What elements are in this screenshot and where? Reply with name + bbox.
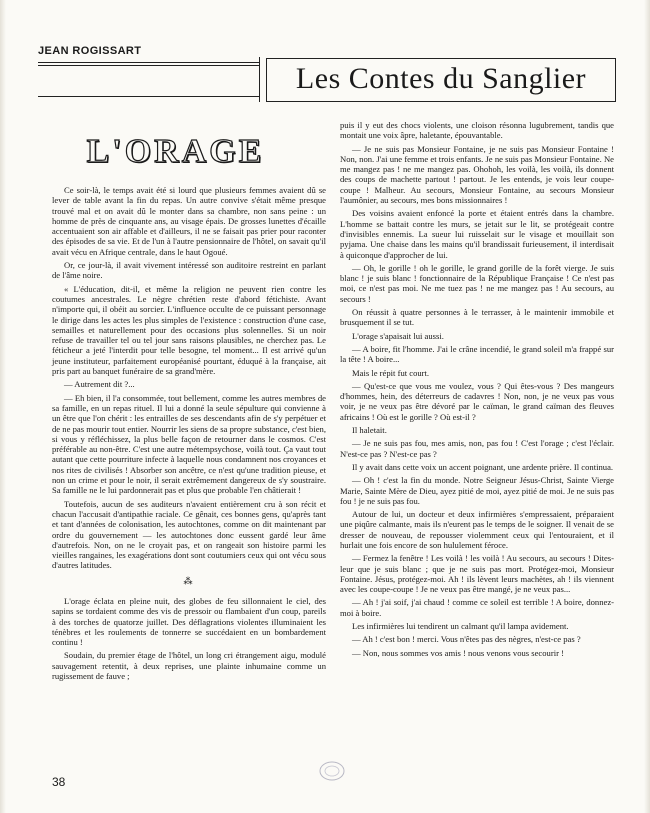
section-separator: ⁂ (183, 575, 195, 586)
author-name: JEAN ROGISSART (38, 45, 142, 57)
paragraph: Or, ce jour-là, il avait vivement intéressé son auditoire restreint en parlant de l'âme noire. (52, 260, 326, 281)
paragraph: On réussit à quatre personnes à le terrasser, à le maintenir immobile et brusquement il se tut. (340, 307, 614, 328)
paragraph: — Eh bien, il l'a consommée, tout bellement, comme les autres membres de sa famille, en un repas rituel. Il lui a donné la seule sépulture qui convienne à un être que l'on chérit : les entrailles de ses descendants afin de s'y perpétuer et de ne pas mourir tout entier. Nourrir les siens de sa propre substance, c'est bien, si vous y réfléchissez, la plus belle façon de retourner dans le cosmos. C'est préférable au non-être. C'est une autre métempsychose, voilà tout. Ça vaut tout autant que cette pourriture infecte à laquelle nous condamnent nos croyances et nos rites de civilisés ! Absorber son ancêtre, ce n'est qu'une tradition pieuse, et non un crime et pour le noir, il serait extrêmement dangereux de s'y soustraire. Sa famille ne le lui pardonnerait pas et plus que probable l'en châtierait ! (52, 392, 326, 496)
left-column (52, 185, 326, 684)
paragraph: Mais le répit fut court. (352, 367, 430, 378)
page-number: 38 (52, 775, 66, 789)
paragraph: Ce soir-là, le temps avait été si lourd que plusieurs femmes avaient dû se lever de table avant la fin du repas. Un autre convive s'était même presque trouvé mal et on avait dû le monter dans sa chambre, non sans peine : un homme de près de cinquante ans, au visage épais. De grosses lunettes d'écaille accentuaient son air affable et d'ailleurs, il ne se faisait pas prier pour raconter des épisodes de sa vie. Et de l'un à l'autre pensionnaire de l'hôtel, on savait qu'il avait vécu en Afrique centrale, dans le haut Ogoué. (52, 185, 326, 257)
paragraph: puis il y eut des chocs violents, une cloison résonna lugubrement, tandis que montait une voix âpre, haletante, épouvantable. (340, 120, 614, 141)
header-divider (259, 57, 260, 102)
paragraph: Il y avait dans cette voix un accent poignant, une ardente prière. Il continua. (352, 461, 614, 472)
paragraph: — Oh, le gorille ! oh le gorille, le grand gorille de la forêt vierge. Je suis blanc ! je suis blanc ! fonctionnaire de la République Française ! Ce n'est pas moi, ce n'est pas moi. Ne me tuez pas ! ne me mangez pas ! Au secours, au secours ! (340, 262, 614, 304)
paragraph: — Ah ! j'ai soif, j'ai chaud ! comme ce soleil est terrible ! A boire, donnez-moi à boire. (340, 597, 614, 618)
page-edge-left (0, 0, 6, 813)
story-title: L'ORAGE (86, 133, 265, 170)
paragraph: — Ah ! c'est bon ! merci. Vous n'êtes pas des nègres, n'est-ce pas ? (352, 634, 581, 645)
paragraph: — Fermez la fenêtre ! Les voilà ! les voilà ! Au secours, au secours ! Dites-leur que je suis blanc ; que je ne suis pas mort. Protégez-moi, Monsieur Fontaine. Jésus, protégez-moi. Ah ! ils lèvent leurs machètes, ah ! ils viennent avec les coupe-coupe ! Je ne veux pas être mangé, je ne veux pas... (340, 553, 614, 595)
paragraph: L'orage éclata en pleine nuit, des globes de feu sillonnaient le ciel, des sapins se tordaient comme des vis de pressoir ou flambaient d'un coup, pareils à des torches de quatorze juillet. Des déflagrations violentes illuminaient les ténèbres et les roulements de tonnerre se succédaient en un bombardement continu ! (52, 595, 326, 648)
header-rule (38, 65, 260, 66)
header-rule (38, 62, 260, 63)
paragraph: — Autrement dit ?... (64, 379, 135, 390)
right-column (340, 120, 614, 661)
header-rule (38, 96, 260, 97)
paragraph: Les infirmières lui tendirent un calmant qu'il lampa avidement. (352, 621, 569, 632)
paragraph: Des voisins avaient enfoncé la porte et étaient entrés dans la chambre. L'homme se battait contre les murs, se jetait sur le lit, se protégeait contre d'invisibles ennemis. La sueur lui ruisselait sur le visage et mouillait son pyjama. Une chaise dans les mains qu'il brandissait furieusement, il interdisait à quiconque d'approcher de lui. (340, 208, 614, 260)
paragraph: L'orage s'apaisait lui aussi. (352, 330, 444, 341)
paragraph: Il haletait. (352, 425, 387, 436)
paragraph: Soudain, du premier étage de l'hôtel, un long cri étrangement aigu, modulé sauvagement retentit, à deux reprises, une plainte inhumaine comme un rugissement de fauve ; (52, 650, 326, 682)
paragraph: — Je ne suis pas fou, mes amis, non, pas fou ! C'est l'orage ; c'est l'éclair. N'est-ce pas ? N'est-ce pas ? (340, 438, 614, 459)
paragraph: — Qu'est-ce que vous me voulez, vous ? Qui êtes-vous ? Des mangeurs d'hommes, hein, des déterreurs de cadavres ! Non, non, je ne veux pas vous voir, je ne veux pas être dévoré par le caïman, le grand caïman des fleuves africains ! Où est le gorille ? Où est-il ? (340, 380, 614, 422)
library-stamp-icon (318, 760, 346, 782)
paragraph: Toutefois, aucun de ses auditeurs n'avaient entièrement cru à son récit et chacun l'accusait d'antipathie raciale. Ce gênait, ces bonnes gens, qu'après tant et tant d'années de colonisation, les autochtones, comme on dit maintenant par ordre du gouvernement — les autochtones donc eussent gardé leur âme d'autrefois. Non, on ne le croyait pas, et on rangeait son histoire parmi les vieilles rangaines, les exagérations dont sont coutumiers ceux qui ont vécu sous d'autres latitudes. (52, 498, 326, 571)
paragraph: « L'éducation, dit-il, et même la religion ne peuvent rien contre les coutumes ancestrales. Le nègre chrétien reste d'abord fétichiste. Avant n'importe qui, il obéit au sorcier. L'influence occulte de ce puissant personnage le dirige dans les actes les plus simples de l'existence : construction d'une case, semailles et naturellement pour des occasions plus solennelles. Si un noir refuse de travailler tel ou tel jour sans raisons plausibles, ne cherchez pas. Le féticheur a jeté l'interdit pour telle besogne, tel moment... Il est arrivé qu'un jeune instituteur, parfaitement européanisé pourtant, éduqué à la française, ait pris part au banquet funéraire de sa grand'mère. (52, 283, 326, 377)
paragraph: — Je ne suis pas Monsieur Fontaine, je ne suis pas Monsieur Fontaine ! Non, non. J'ai une femme et trois enfants. Je ne suis pas Monsieur Fontaine. Ne me mangez pas ! ne me mangez pas. Ohohoh, les voilà, les voilà, ils donnent des coups de machette partout ! partout. Je les entends, je vois leur coupe-coupe ! Malheur. Au secours, Monsieur Fontaine, au secours Monsieur l'aumônier, au secours, mes bons missionnaires ! (340, 143, 614, 206)
paragraph: — Oh ! c'est la fin du monde. Notre Seigneur Jésus-Christ, Sainte Vierge Marie, Sainte Mère de Dieu, ayez pitié de moi, ayez pitié de moi. Je ne suis pas fou ! je ne suis pas fou. (340, 475, 614, 506)
paragraph: — A boire, fit l'homme. J'ai le crâne incendié, le grand soleil m'a frappé sur la tête ! A boire... (340, 343, 614, 365)
series-title: Les Contes du Sanglier (295, 62, 587, 95)
paragraph: — Non, nous sommes vos amis ! nous venons vous secourir ! (352, 647, 564, 658)
paragraph: Autour de lui, un docteur et deux infirmières s'empressaient, préparaient une piqûre calmante, mais ils n'eurent pas le temps de le soigner. Il venait de se dresser de nouveau, de repousser violemment ceux qui l'entouraient, et il hurlait une fois encore de son hululement féroce. (340, 509, 614, 550)
page-edge-right (644, 0, 650, 813)
